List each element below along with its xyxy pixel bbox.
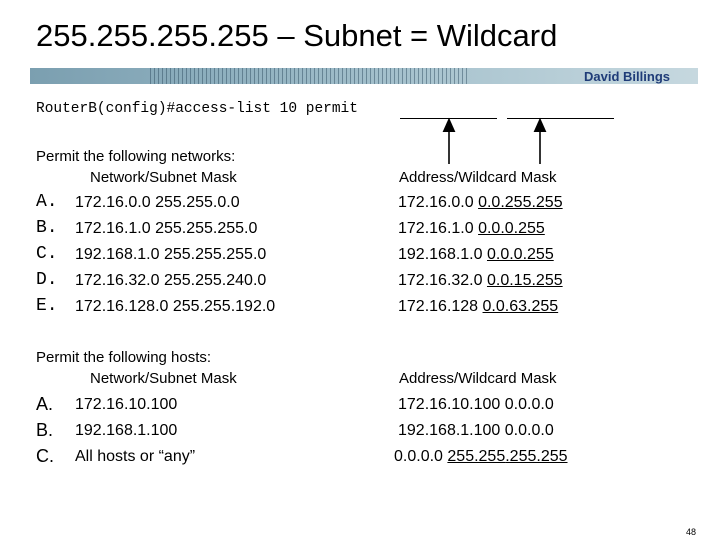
hosts-heading: Permit the following hosts: bbox=[36, 349, 212, 366]
network-entry: 172.16.0.0 255.255.0.0 bbox=[75, 194, 240, 211]
answer-address: 172.16.1.0 bbox=[398, 220, 474, 237]
slide-title: 255.255.255.255 – Subnet = Wildcard bbox=[36, 18, 558, 53]
host-letter: C. bbox=[36, 446, 54, 466]
network-letter: B. bbox=[36, 218, 58, 238]
host-answer-row bbox=[394, 448, 568, 466]
answer-address: 172.16.32.0 bbox=[398, 272, 483, 289]
host-entry: 192.168.1.100 bbox=[75, 422, 178, 439]
answer-wildcard: 255.255.255.255 bbox=[447, 448, 568, 465]
answer-address: 0.0.0.0 bbox=[394, 448, 443, 465]
answer-wildcard: 0.0.0.0 bbox=[504, 422, 554, 439]
author-name: David Billings bbox=[584, 69, 670, 84]
host-entry: All hosts or “any” bbox=[75, 448, 196, 465]
command-line: RouterB(config)#access-list 10 permit bbox=[36, 101, 358, 117]
network-letter: D. bbox=[36, 270, 58, 290]
network-entry: 172.16.32.0 255.255.240.0 bbox=[75, 272, 267, 289]
wildcard-answer-row bbox=[398, 220, 545, 238]
network-entry: 192.168.1.0 255.255.255.0 bbox=[75, 246, 267, 263]
answer-address: 192.168.1.0 bbox=[398, 246, 483, 263]
answer-wildcard: 0.0.63.255 bbox=[482, 298, 559, 315]
networks-heading: Permit the following networks: bbox=[36, 148, 236, 165]
answer-wildcard: 0.0.0.255 bbox=[486, 246, 554, 263]
page-number: 48 bbox=[685, 527, 696, 537]
network-letter: C. bbox=[36, 244, 58, 264]
wildcard-answer-row bbox=[398, 272, 563, 290]
networks-right-col-header: Address/Wildcard Mask bbox=[399, 169, 557, 186]
networks-left-col-header: Network/Subnet Mask bbox=[90, 169, 237, 186]
wildcard-blank bbox=[507, 104, 614, 119]
hosts-left-col-header: Network/Subnet Mask bbox=[90, 370, 237, 387]
address-blank bbox=[400, 104, 497, 119]
host-entry: 172.16.10.100 bbox=[75, 396, 178, 413]
answer-wildcard: 0.0.0.255 bbox=[478, 220, 545, 237]
header-banner bbox=[30, 68, 698, 90]
answer-address: 172.16.10.100 bbox=[398, 396, 501, 413]
network-entry: 172.16.1.0 255.255.255.0 bbox=[75, 220, 258, 237]
answer-address: 172.16.0.0 bbox=[398, 194, 474, 211]
network-letter: E. bbox=[36, 296, 58, 316]
hosts-right-col-header: Address/Wildcard Mask bbox=[399, 370, 557, 387]
wildcard-answer-row bbox=[398, 194, 563, 212]
answer-address: 192.168.1.100 bbox=[398, 422, 501, 439]
answer-wildcard: 0.0.255.255 bbox=[478, 194, 563, 211]
wildcard-answer-row bbox=[398, 246, 554, 264]
network-letter: A. bbox=[36, 192, 58, 212]
answer-wildcard: 0.0.15.255 bbox=[486, 272, 563, 289]
answer-address: 172.16.128 bbox=[398, 298, 479, 315]
wildcard-answer-row bbox=[398, 298, 558, 316]
answer-wildcard: 0.0.0.0 bbox=[504, 396, 554, 413]
banner-hatch bbox=[150, 68, 470, 84]
host-answer-row bbox=[398, 396, 554, 414]
network-entry: 172.16.128.0 255.255.192.0 bbox=[75, 298, 276, 315]
host-letter: B. bbox=[36, 420, 54, 440]
host-letter: A. bbox=[36, 394, 54, 414]
host-answer-row bbox=[398, 422, 554, 440]
